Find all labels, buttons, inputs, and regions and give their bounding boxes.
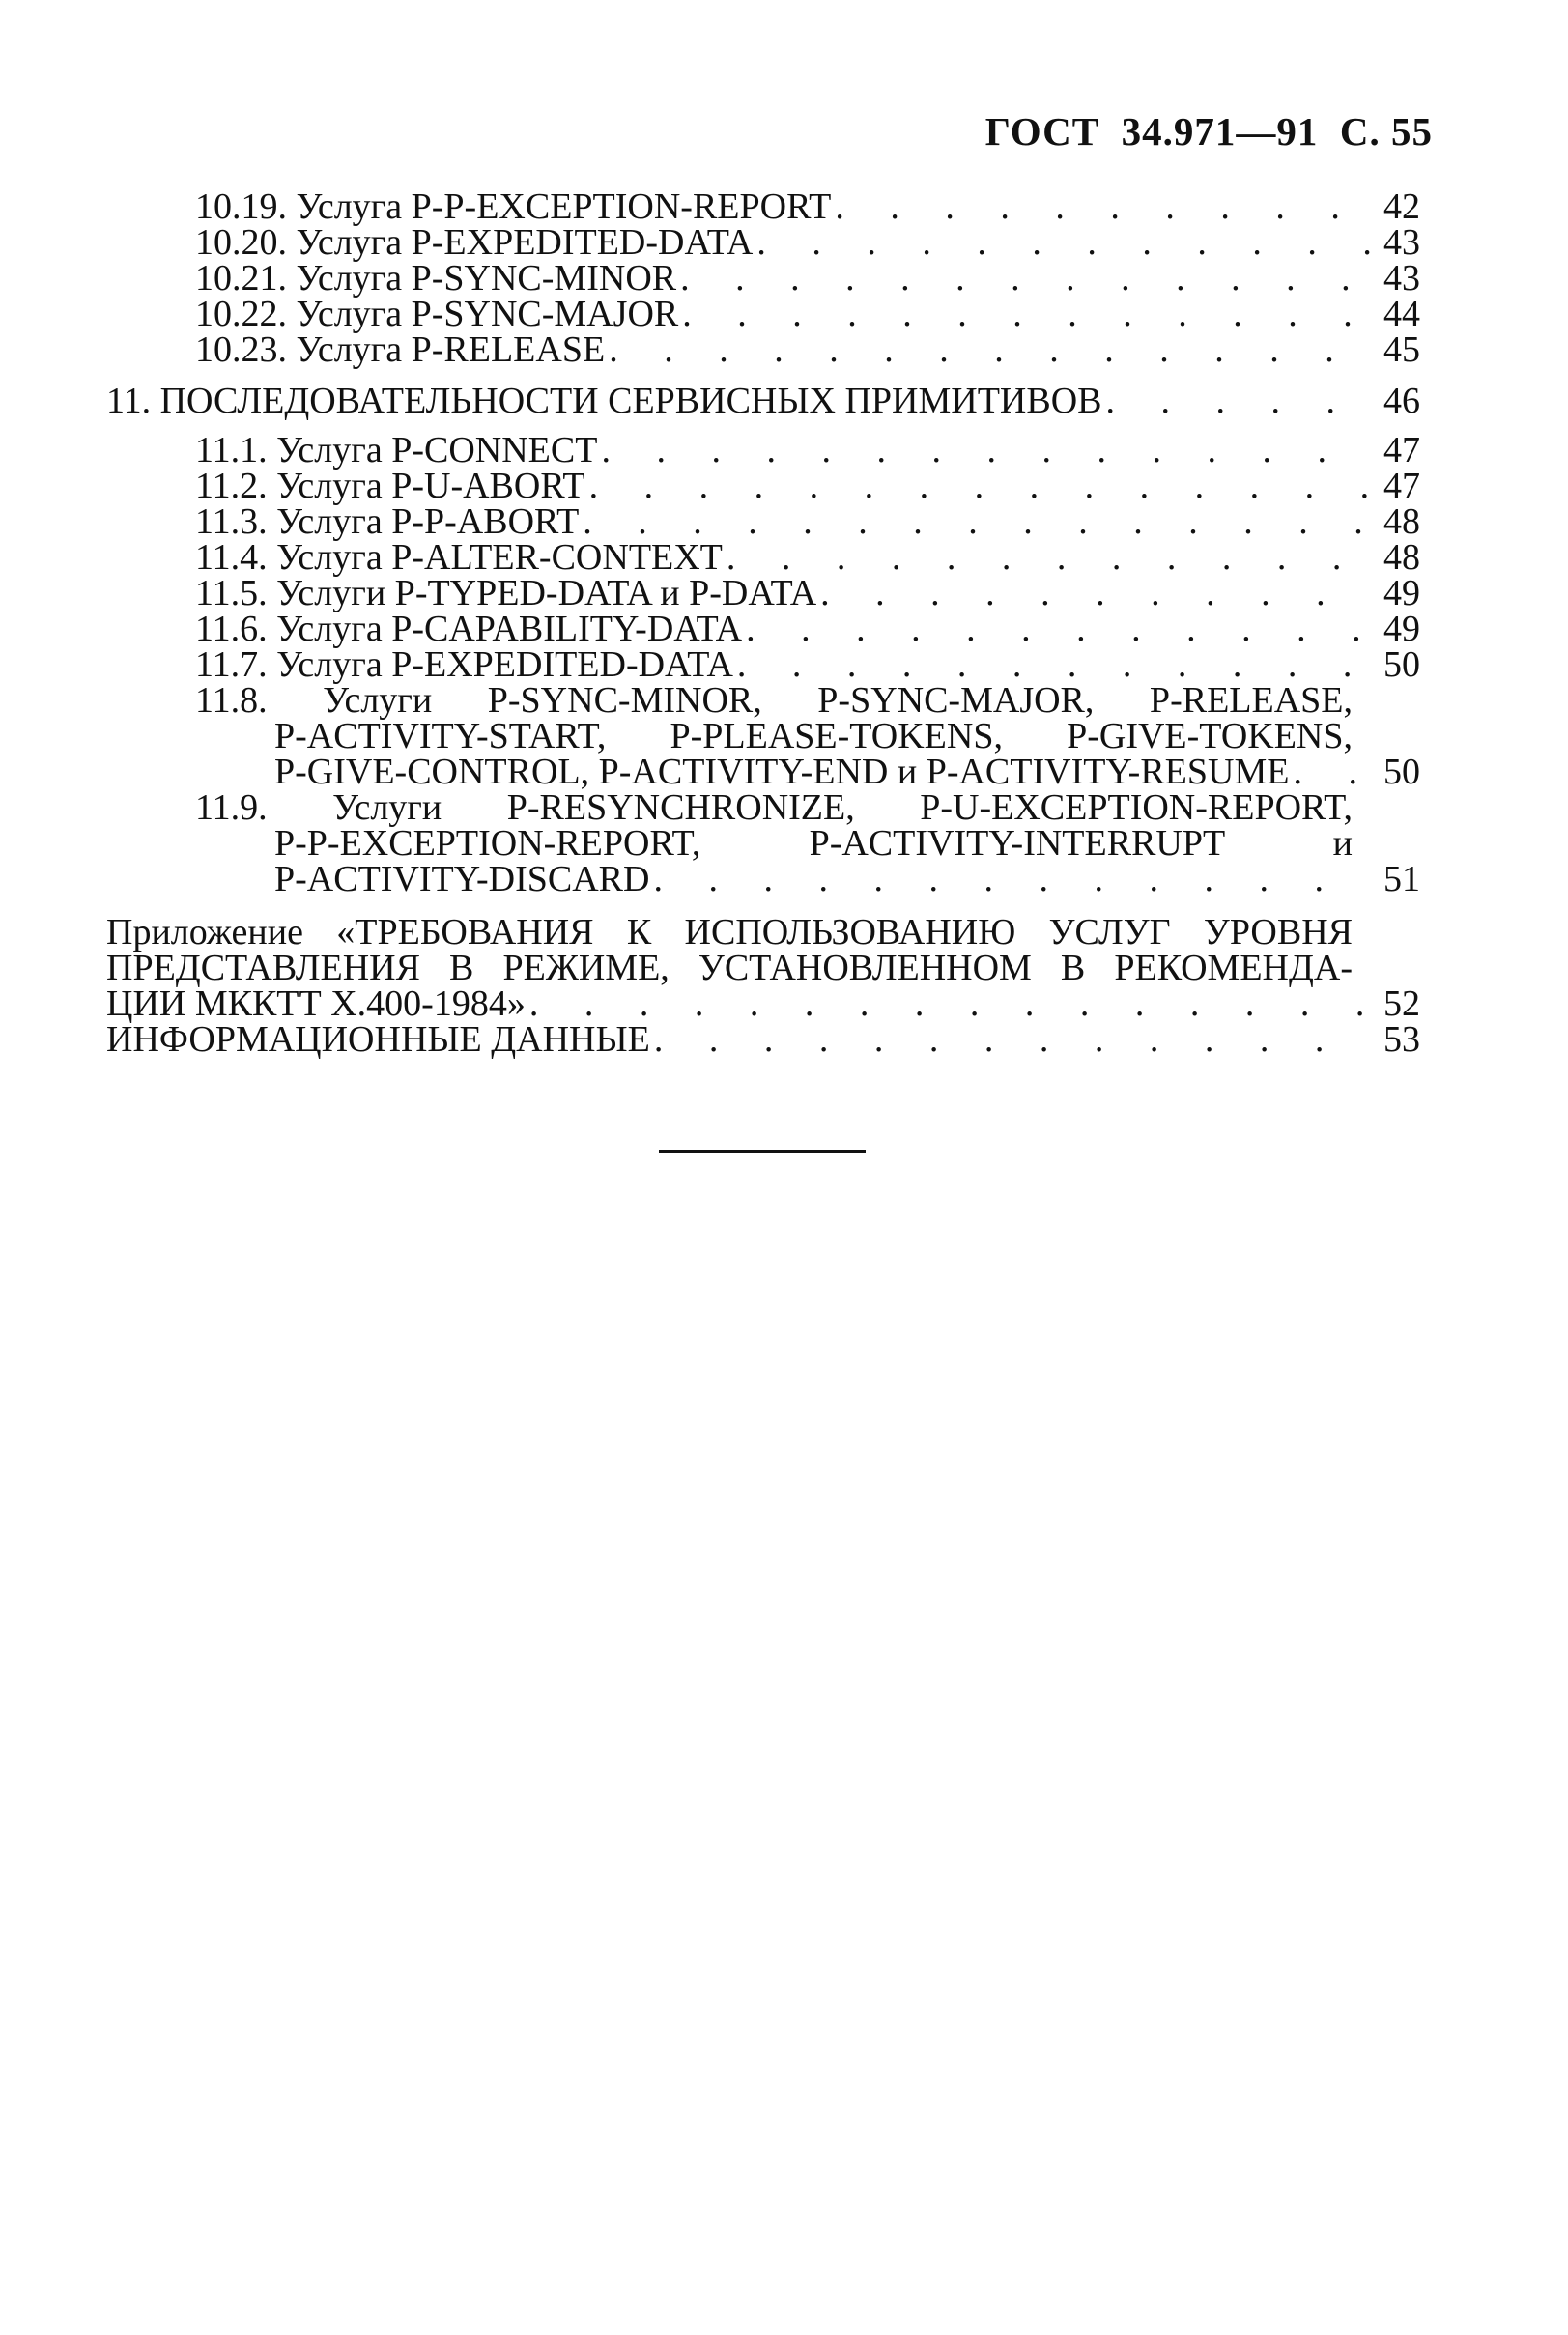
toc-page-number: 43 — [1383, 222, 1420, 263]
toc-entry-title: 11.1. Услуга P-CONNECT — [195, 430, 598, 470]
page-header: ГОСТ 34.971—91 С. 55 — [984, 109, 1433, 154]
toc-leader — [727, 540, 1370, 576]
toc-leader — [746, 612, 1370, 647]
toc-entry-title: 10.22. Услуга P-SYNC-MAJOR — [195, 294, 679, 334]
toc-page-number: 42 — [1383, 186, 1420, 227]
toc-leader — [653, 862, 1370, 897]
toc-entry-line: Приложение «ТРЕБОВАНИЯ К ИСПОЛЬЗОВАНИЮ УСЛУГ УРОВНЯ — [106, 912, 1353, 953]
toc-entry-title: 11.6. Услуга P-CAPABILITY-DATA — [195, 609, 743, 649]
toc-entry-title: 10.20. Услуга P-EXPEDITED-DATA — [195, 222, 754, 263]
toc-leader — [682, 297, 1370, 332]
toc-entry-title: 11.7. Услуга P-EXPEDITED-DATA — [195, 644, 733, 685]
toc-entry-last-line — [195, 752, 1420, 792]
toc-entry-multiline — [106, 787, 1420, 899]
toc-appendix-entry — [106, 912, 1420, 1024]
toc-entry — [106, 537, 1420, 578]
toc-entry-title: 11. ПОСЛЕДОВАТЕЛЬНОСТИ СЕРВИСНЫХ ПРИМИТИВОВ — [106, 381, 1102, 421]
toc-page-number: 49 — [1383, 573, 1420, 613]
toc-page-number: 46 — [1383, 381, 1420, 421]
toc-entry — [106, 644, 1420, 685]
toc-entry — [106, 501, 1420, 542]
toc-page-number: 50 — [1383, 752, 1420, 792]
toc-page-number: 44 — [1383, 294, 1420, 334]
toc-leader — [756, 225, 1370, 261]
toc-leader — [601, 433, 1370, 469]
toc-entry-title: 11.5. Услуги P-TYPED-DATA и P-DATA — [195, 573, 817, 613]
toc-page-number: 47 — [1383, 466, 1420, 506]
toc-leader — [1293, 755, 1370, 790]
toc-entry-title: 11.2. Услуга P-U-ABORT — [195, 466, 585, 506]
toc-entry — [106, 258, 1420, 299]
toc-leader — [654, 1022, 1370, 1058]
toc-entry — [106, 294, 1420, 334]
toc-entry — [106, 609, 1420, 649]
toc-leader — [609, 332, 1370, 368]
toc-page-number: 47 — [1383, 430, 1420, 470]
toc-entry-title: 10.23. Услуга P-RELEASE — [195, 329, 606, 370]
toc-leader — [820, 576, 1370, 612]
toc-section-heading — [106, 381, 1420, 421]
toc-entry-title: 11.3. Услуга P-P-ABORT — [195, 501, 580, 542]
toc-entry-line: ЦИИ МККТТ X.400-1984» — [106, 983, 526, 1024]
toc-entry-line: ПРЕДСТАВЛЕНИЯ В РЕЖИМЕ, УСТАНОВЛЕННОМ В РЕКОМЕНДА- — [106, 948, 1353, 988]
toc-leader — [529, 986, 1370, 1022]
toc-entry-line: P-ACTIVITY-START, P-PLEASE-TOKENS, P-GIVE-TOKENS, — [274, 716, 1353, 756]
toc-page-number: 49 — [1383, 609, 1420, 649]
end-rule-divider — [659, 1150, 866, 1153]
toc-entry — [106, 573, 1420, 613]
toc-page-number: 48 — [1383, 537, 1420, 578]
toc-entry-line: 11.8. Услуги P-SYNC-MINOR, P-SYNC-MAJOR, P-RELEASE, — [195, 680, 1353, 721]
toc-entry-line: P-P-EXCEPTION-REPORT, P-ACTIVITY-INTERRUPT и — [274, 823, 1353, 864]
toc-entry-multiline — [106, 680, 1420, 792]
toc-leader — [737, 647, 1370, 683]
toc-entry-last-line — [195, 859, 1420, 899]
toc-page-number: 53 — [1383, 1019, 1420, 1060]
toc-entry — [106, 1019, 1420, 1060]
toc-page-number: 48 — [1383, 501, 1420, 542]
toc-page-number: 52 — [1383, 983, 1420, 1024]
toc-page-number: 51 — [1383, 859, 1420, 899]
toc-entry — [106, 329, 1420, 370]
table-of-contents — [106, 186, 1420, 1060]
toc-entry-title: 11.4. Услуга P-ALTER-CONTEXT — [195, 537, 723, 578]
toc-entry — [106, 186, 1420, 227]
toc-leader — [1106, 384, 1371, 419]
toc-entry-title: ИНФОРМАЦИОННЫЕ ДАННЫЕ — [106, 1019, 650, 1060]
toc-entry-title: 10.21. Услуга P-SYNC-MINOR — [195, 258, 677, 299]
toc-entry-line: P-GIVE-CONTROL, P-ACTIVITY-END и P-ACTIVITY-RESUME — [274, 752, 1290, 792]
toc-entry-line: P-ACTIVITY-DISCARD — [274, 859, 650, 899]
toc-page-number: 50 — [1383, 644, 1420, 685]
toc-entry-line: 11.9. Услуги P-RESYNCHRONIZE, P-U-EXCEPTION-REPORT, — [195, 787, 1353, 828]
toc-entry — [106, 430, 1420, 470]
toc-entry — [106, 222, 1420, 263]
toc-entry — [106, 466, 1420, 506]
toc-leader — [589, 469, 1370, 504]
toc-leader — [835, 189, 1370, 225]
toc-entry-title: 10.19. Услуга P-P-EXCEPTION-REPORT — [195, 186, 832, 227]
toc-entry-last-line — [106, 983, 1420, 1024]
toc-leader — [583, 504, 1370, 540]
toc-leader — [680, 261, 1370, 297]
toc-page-number: 43 — [1383, 258, 1420, 299]
toc-page-number: 45 — [1383, 329, 1420, 370]
